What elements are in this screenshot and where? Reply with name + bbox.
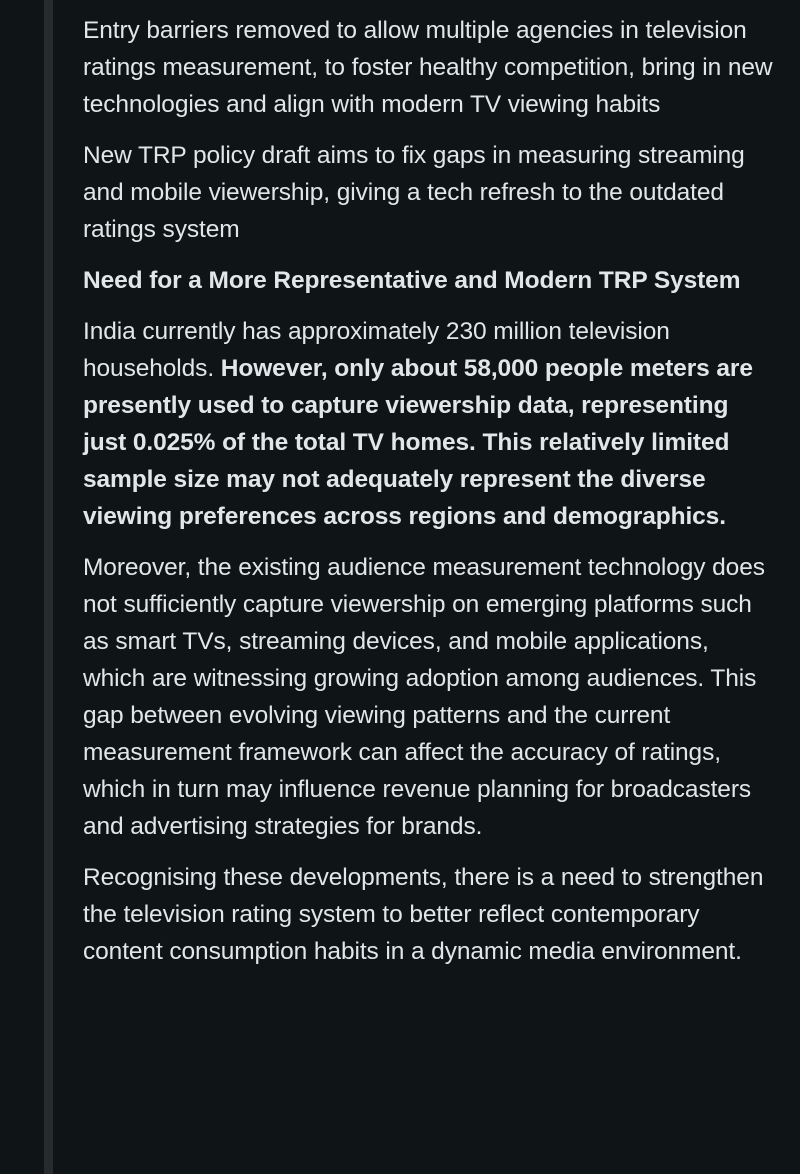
paragraph-measurement-technology: Moreover, the existing audience measurement technology does not sufficiently capture viewership on emerging platforms such as smart TVs, streaming devices, and mobile applications, which are witnessing growing adoption among audiences. This gap between evolving viewing patterns and the current measurement framework can affect the accuracy of ratings, which in turn may influence revenue planning for broadcasters and advertising strategies for brands. (83, 554, 765, 840)
section-heading: Need for a More Representative and Modern TRP System (83, 267, 741, 294)
paragraph-households (83, 313, 773, 535)
paragraph-households-bold: However, only about 58,000 people meters are presently used to capture viewership data, representing just 0.025% of the total TV homes. This relatively limited sample size may not adequately represent the diverse viewing preferences across regions and demographics. (83, 355, 753, 530)
paragraph-households-lead: India currently has approximately 230 million television households. (83, 318, 670, 382)
paragraph-entry-barriers: Entry barriers removed to allow multiple agencies in television ratings measurement, to foster healthy competition, bring in new technologies and align with modern TV viewing habits (83, 17, 773, 118)
article-body (83, 12, 773, 984)
blockquote-bar (44, 0, 53, 1174)
paragraph-trp-policy-draft: New TRP policy draft aims to fix gaps in measuring streaming and mobile viewership, giving a tech refresh to the outdated ratings system (83, 142, 745, 243)
paragraph-recognising: Recognising these developments, there is a need to strengthen the television rating system to better reflect contemporary content consumption habits in a dynamic media environment. (83, 864, 764, 965)
